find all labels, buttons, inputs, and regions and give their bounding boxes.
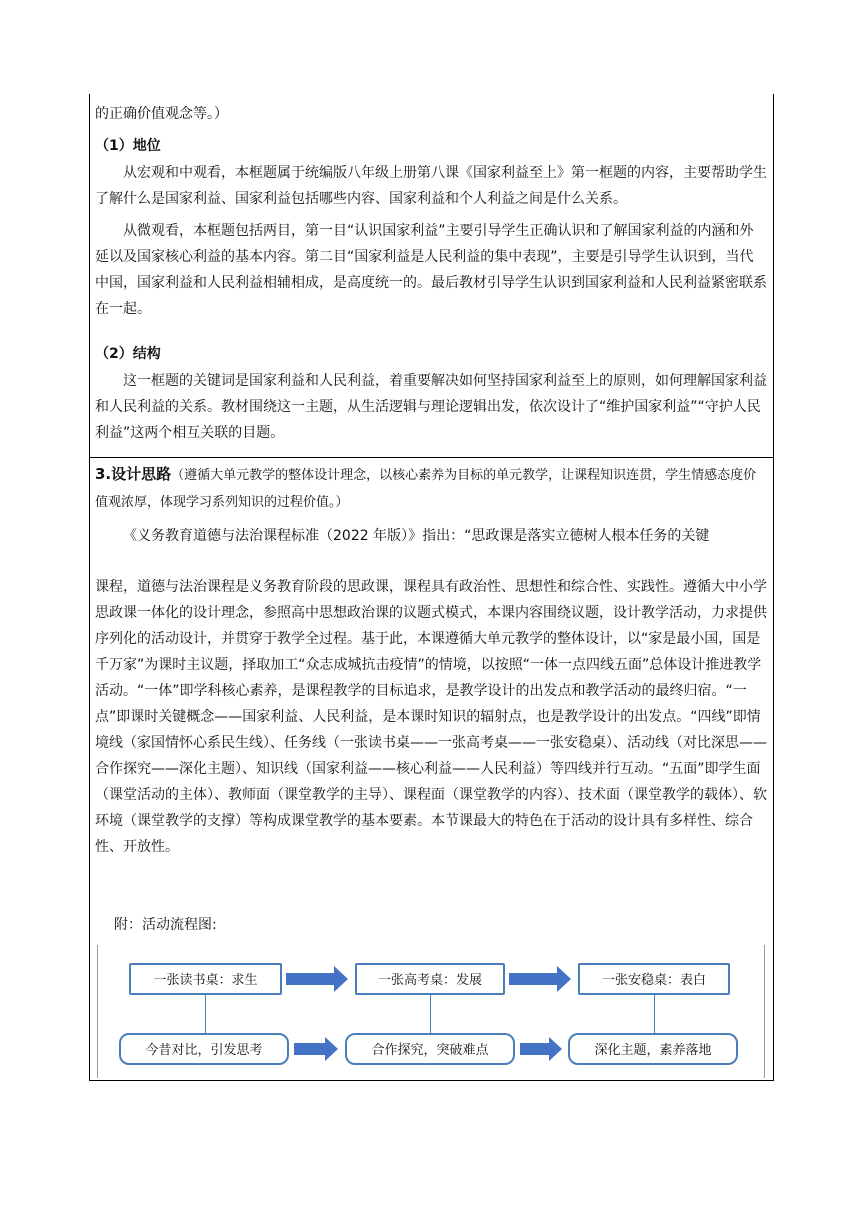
flow-arrow-top-1 bbox=[286, 966, 348, 992]
section-structure-heading: （2）结构 bbox=[95, 346, 161, 362]
section-position-heading: （1）地位 bbox=[95, 138, 161, 154]
section-position-paragraph-1: 从宏观和中观看，本框题属于统编版八年级上册第八课《国家利益至上》第一框题的内容，主要帮助学生了解什么是国家利益、国家利益包括哪些内容、国家利益和个人利益之间是什么关系。 bbox=[95, 165, 767, 207]
intro-line: 的正确价值观念等。） bbox=[95, 106, 228, 122]
flow-arrow-bottom-2 bbox=[520, 1037, 562, 1061]
appendix-label: 附：活动流程图: bbox=[114, 917, 217, 933]
flow-box-reading-desk: 一张读书桌：求生 bbox=[129, 963, 282, 995]
flow-box-stable-desk: 一张安稳桌：表白 bbox=[578, 963, 730, 995]
flow-box-deepen: 深化主题，素养落地 bbox=[568, 1033, 738, 1065]
flow-box-compare: 今昔对比，引发思考 bbox=[119, 1033, 289, 1065]
design-ideas-lead: 《义务教育道德与法治课程标准（2022 年版）》指出：“思政课是落实立德树人根本任务的关键 bbox=[123, 528, 710, 544]
design-ideas-body: 课程，道德与法治课程是义务教育阶段的思政课，课程具有政治性、思想性和综合性、实践性。遵循大中小学思政课一体化的设计理念，参照高中思想政治课的议题式模式，本课内容围绕议题，设计教学活动，力求提供序列化的活动设计，并贯穿于教学全过程。基于此，本课遵循大单元教学的整体设计，以“家是最小国，国是千万家”为课时主议题，择取加工“众志成城抗击疫情”的情境，以按照“一体一点四线五面”总体设计推进教学活动。“一体”即学科核心素养，是课程教学的目标追求，是教学设计的出发点和教学活动的最终归宿。“一点”即课时关键概念——国家利益、人民利益，是本课时知识的辐射点，也是教学设计的出发点。“四线”即情境线（家国情怀心系民生线）、任务线（一张读书桌——一张高考桌——一张安稳桌）、活动线（对比深思——合作探究——深化主题）、知识线（国家利益——核心利益——人民利益）等四线并行互动。“五面”即学生面（课堂活动的主体）、教师面（课堂教学的主导）、课程面（课堂教学的内容）、技术面（课堂教学的载体）、软环境（课堂教学的支撑）等构成课堂教学的基本要素。本节课最大的特色在于活动的设计具有多样性、综合性、开放性。 bbox=[95, 579, 767, 855]
flow-arrow-bottom-1 bbox=[294, 1037, 338, 1061]
section-structure-paragraph: 这一框题的关键词是国家利益和人民利益，着重要解决如何坚持国家利益至上的原则，如何理解国家利益和人民利益的关系。教材围绕这一主题，从生活逻辑与理论逻辑出发，依次设计了“维护国家利益”“守护人民利益”这两个相互关联的目题。 bbox=[95, 373, 767, 441]
flow-arrow-top-2 bbox=[509, 966, 571, 992]
design-ideas-note: （遵循大单元教学的整体设计理念，以核心素养为目标的单元教学，让课程知识连贯，学生情感态度价值观浓厚，体现学习系列知识的过程价值。） bbox=[95, 468, 757, 510]
flow-box-cooperate: 合作探究，突破难点 bbox=[345, 1033, 515, 1065]
flow-box-exam-desk: 一张高考桌：发展 bbox=[355, 963, 505, 995]
section-position-paragraph-2: 从微观看，本框题包括两目，第一目“认识国家利益”主要引导学生正确认识和了解国家利益的内涵和外延以及国家核心利益的基本内容。第二目“国家利益是人民利益的集中表现”，主要是引导学生认识到，当代中国，国家利益和人民利益相辅相成，是高度统一的。最后教材引导学生认识到国家利益和人民利益紧密联系在一起。 bbox=[95, 223, 767, 317]
design-ideas-heading: 3.设计思路 bbox=[95, 465, 172, 483]
